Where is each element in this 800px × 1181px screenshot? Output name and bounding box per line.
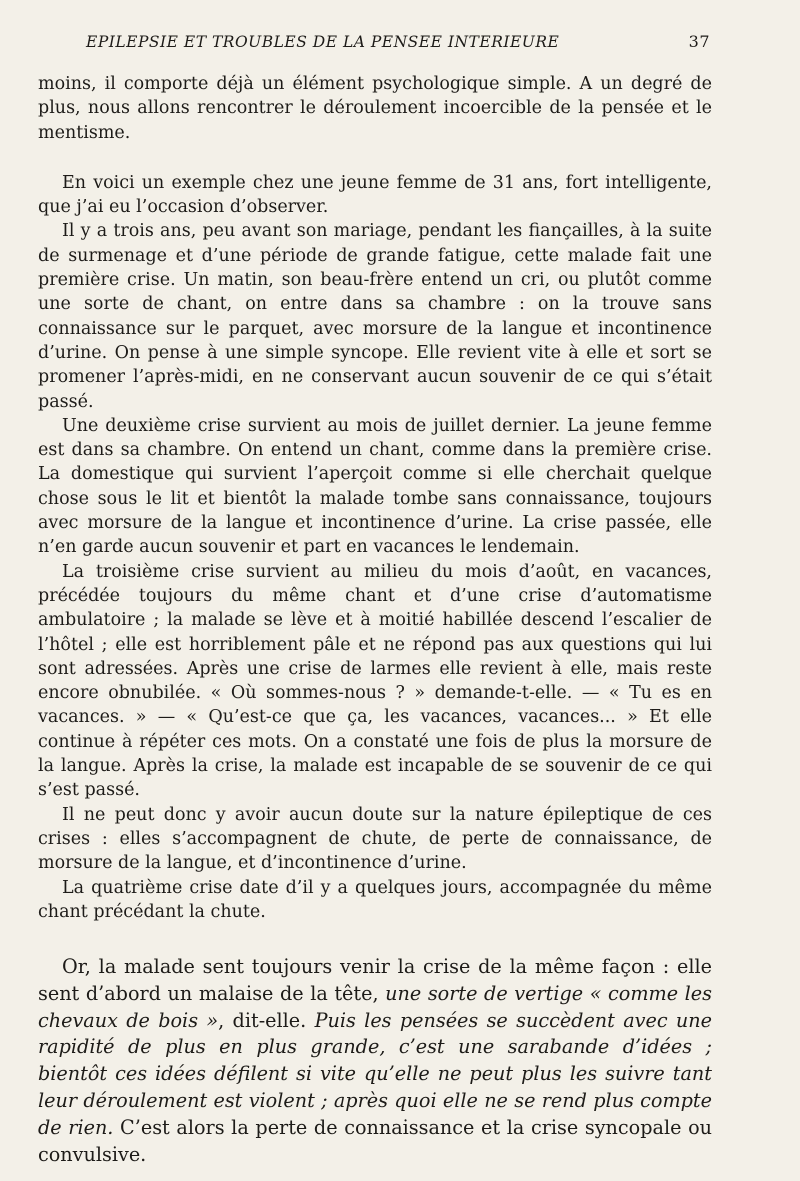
page-number: 37 — [688, 32, 710, 51]
final-text-3: C’est alors la perte de connaissance et la crise syncopale ou convulsive. — [38, 1115, 712, 1166]
paragraph-epileptic-nature: Il ne peut donc y avoir aucun doute sur la nature épileptique de ces crises : elles s’accompagnent de chute, de perte de connaissance, de morsure de la langue, et d’incontinence d’urine. — [38, 804, 712, 874]
paragraph-continuation: moins, il comporte déjà un élément psychologique simple. A un degré de plus, nous allons rencontrer le déroulement incoercible de la pensée et le mentisme. — [38, 74, 712, 143]
main-text — [38, 72, 712, 1168]
final-italic-2: Puis les pensées se succèdent avec une rapidité de plus en plus grande, c’est une sarabande d’idées ; bientôt ces idées défilent si vite qu’elle ne peut plus les suivre tant leur déroulement est violent ; après quoi elle ne se rend plus compte de rien. — [38, 1008, 712, 1139]
final-text-1: Or, la malade sent toujours venir la crise de la même façon : elle sent d’abord un malaise de la tête, — [38, 955, 712, 1005]
paragraph-first-crisis: Il y a trois ans, peu avant son mariage, pendant les fiançailles, à la suite de surmenage et d’une période de grande fatigue, cette malade fait une première crise. Un matin, son beau-frère entend un cri, ou plutôt comme une sorte de chant, on entre dans sa chambre : on la trouve sans connaissance sur le parquet, avec morsure de la langue et incontinence d’urine. On pense à une simple syncope. Elle revient vite à elle et sort se promener l’après-midi, en ne conservant aucun souvenir de ce qui s’était passé. — [38, 221, 712, 412]
paragraph-fourth-crisis: La quatrième crise date d’il y a quelques jours, accompagnée du même chant précédant la chute. — [38, 877, 712, 922]
running-header — [86, 32, 710, 51]
paragraph-third-crisis: La troisième crise survient au milieu du mois d’août, en vacances, précédée toujours du même chant et d’une crise d’automatisme ambulatoire ; la malade se lève et à moitié habillée descend l’escalier de l’hôtel ; elle est horriblement pâle et ne répond pas aux questions qui lui sont adressées. Après une crise de larmes elle revient à elle, mais reste encore obnubilée. « Où sommes-nous ? » demande-t-elle. — « Tu es en vacances. » — « Qu’est-ce que ça, les vacances, vacances... » Et elle continue à répéter ces mots. On a constaté une fois de plus la morsure de la langue. Après la crise, la malade est incapable de se souvenir de ce qui s’est passé. — [38, 561, 712, 801]
running-title: EPILEPSIE ET TROUBLES DE LA PENSEE INTERIEURE — [86, 33, 560, 51]
paragraph-example-intro: En voici un exemple chez une jeune femme de 31 ans, fort intelligente, que j’ai eu l’occasion d’observer. — [38, 172, 712, 218]
final-italic-1: une sorte de vertige « comme les chevaux de bois » — [38, 981, 712, 1032]
paragraph-patient-description — [38, 954, 712, 1168]
final-text-2: , dit-elle. — [218, 1008, 315, 1032]
paragraph-second-crisis: Une deuxième crise survient au mois de juillet dernier. La jeune femme est dans sa chambre. On entend un chant, comme dans la première crise. La domestique qui survient l’aperçoit comme si elle cherchait quelque chose sous le lit et bientôt la malade tombe sans connaissance, toujours avec morsure de la langue et incontinence d’urine. La crise passée, elle n’en garde aucun souvenir et part en vacances le lendemain. — [38, 415, 712, 558]
